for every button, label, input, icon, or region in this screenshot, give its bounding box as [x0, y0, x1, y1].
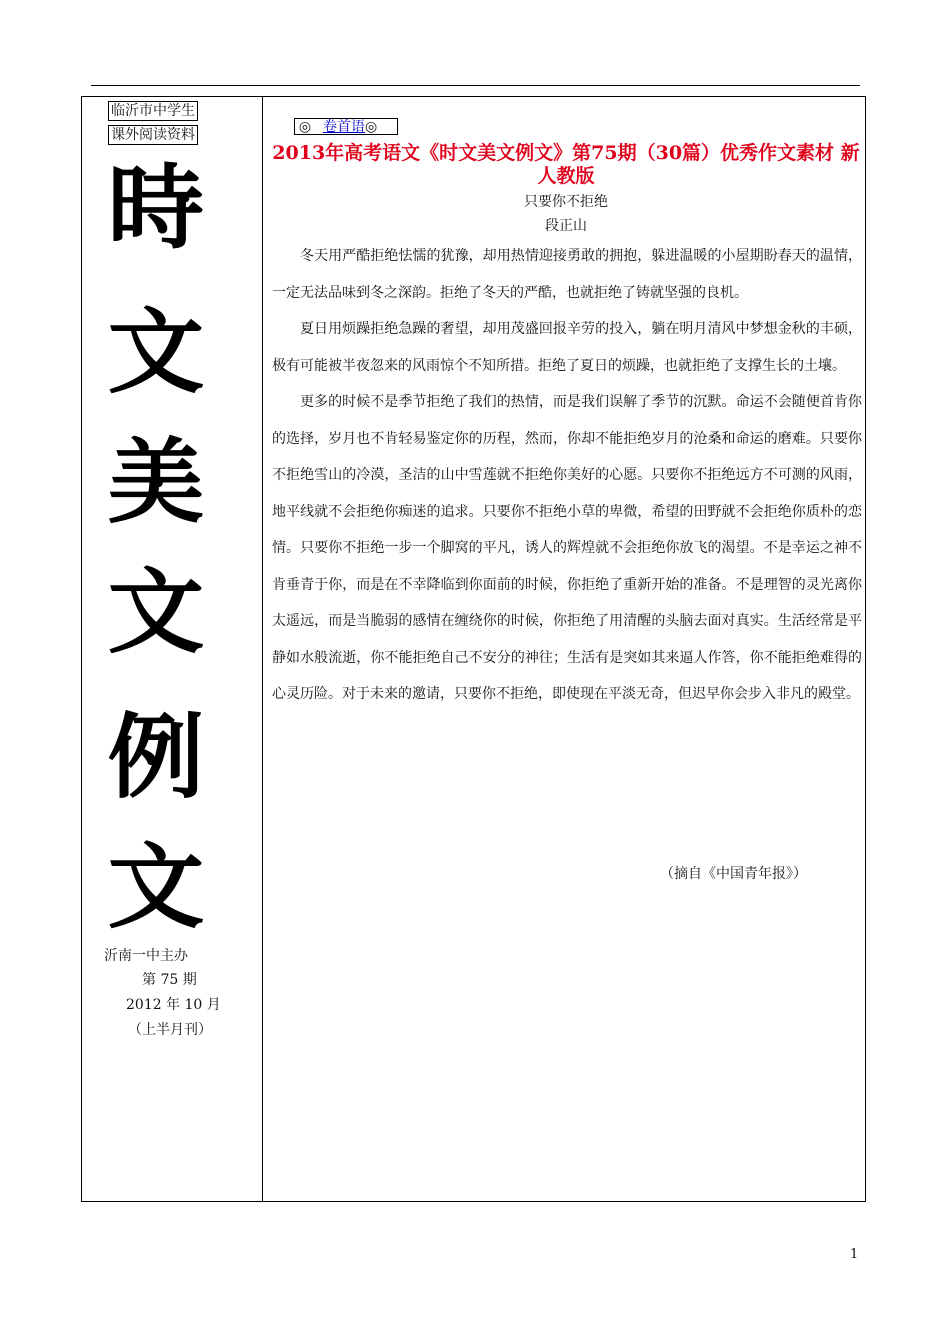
article-paragraph: 夏日用烦躁拒绝急躁的奢望，却用茂盛回报辛劳的投入，躺在明月清风中梦想金秋的丰硕，极有可能被半夜忽来的风雨惊个不知所措。拒绝了夏日的烦躁，也就拒绝了支撑生长的土壤。 — [272, 321, 862, 374]
calligraphy-char: 時 — [107, 154, 205, 262]
article-author: 段正山 — [545, 218, 587, 234]
calligraphy-char: 文 — [107, 558, 205, 666]
material-line: 课外阅读资料 — [108, 125, 198, 145]
calligraphy-char: 文 — [107, 833, 205, 941]
header-rule — [91, 85, 860, 86]
calligraphy-char: 美 — [107, 428, 205, 536]
calligraphy-char: 文 — [107, 298, 205, 406]
school-line: 临沂市中学生 — [108, 101, 198, 121]
sidebar — [82, 97, 262, 1201]
issue-line: 第 75 期 — [142, 972, 197, 988]
article-paragraph: 冬天用严酷拒绝怯懦的犹豫，却用热情迎接勇敢的拥抱，躲进温暖的小屋期盼春天的温情，一定无法品味到冬之深韵。拒绝了冬天的严酷，也就拒绝了铸就坚强的良机。 — [272, 248, 862, 301]
page-title: 2013年高考语文《时文美文例文》第75期（30篇）优秀作文素材 新人教版 — [272, 142, 860, 187]
article-title: 只要你不拒绝 — [524, 194, 608, 210]
date-line: 2012 年 10 月 — [126, 997, 221, 1013]
section-tag-link[interactable]: 卷首语 — [323, 119, 365, 135]
page-number: 1 — [850, 1247, 859, 1262]
column-divider — [262, 96, 263, 1202]
circle-bullet-icon: ◎ — [365, 119, 378, 135]
host-line: 沂南一中主办 — [104, 948, 188, 964]
calligraphy-char: 例 — [107, 703, 205, 811]
article-paragraph: 更多的时候不是季节拒绝了我们的热情，而是我们误解了季节的沉默。命运不会随便首肯你的选择，岁月也不肯轻易鉴定你的历程，然而，你却不能拒绝岁月的沧桑和命运的磨难。只要你不拒绝雪山的冷漠，圣洁的山中雪莲就不拒绝你美好的心愿。只要你不拒绝远方不可测的风雨，地平线就不会拒绝你痴迷的追求。只要你不拒绝小草的卑微，希望的田野就不会拒绝你质朴的恋情。只要你不拒绝一步一个脚窝的平凡，诱人的辉煌就不会拒绝你放飞的渴望。不是幸运之神不肯垂青于你，而是在不幸降临到你面前的时候，你拒绝了重新开始的准备。不是理智的灵光离你太遥远，而是当脆弱的感情在缠绕你的时候，你拒绝了用清醒的头脑去面对真实。生活经常是平静如水般流逝，你不能拒绝自己不安分的神往；生活有是突如其来逼人作答，你不能拒绝难得的心灵历险。对于未来的邀请，只要你不拒绝，即使现在平淡无奇，但迟早你会步入非凡的殿堂。 — [272, 394, 862, 702]
section-tag — [294, 118, 398, 135]
circle-bullet-icon: ◎ — [298, 119, 312, 135]
article-source: （摘自《中国青年报》） — [660, 866, 807, 882]
article-body — [272, 238, 862, 713]
edition-line: （上半月刊） — [128, 1022, 212, 1038]
